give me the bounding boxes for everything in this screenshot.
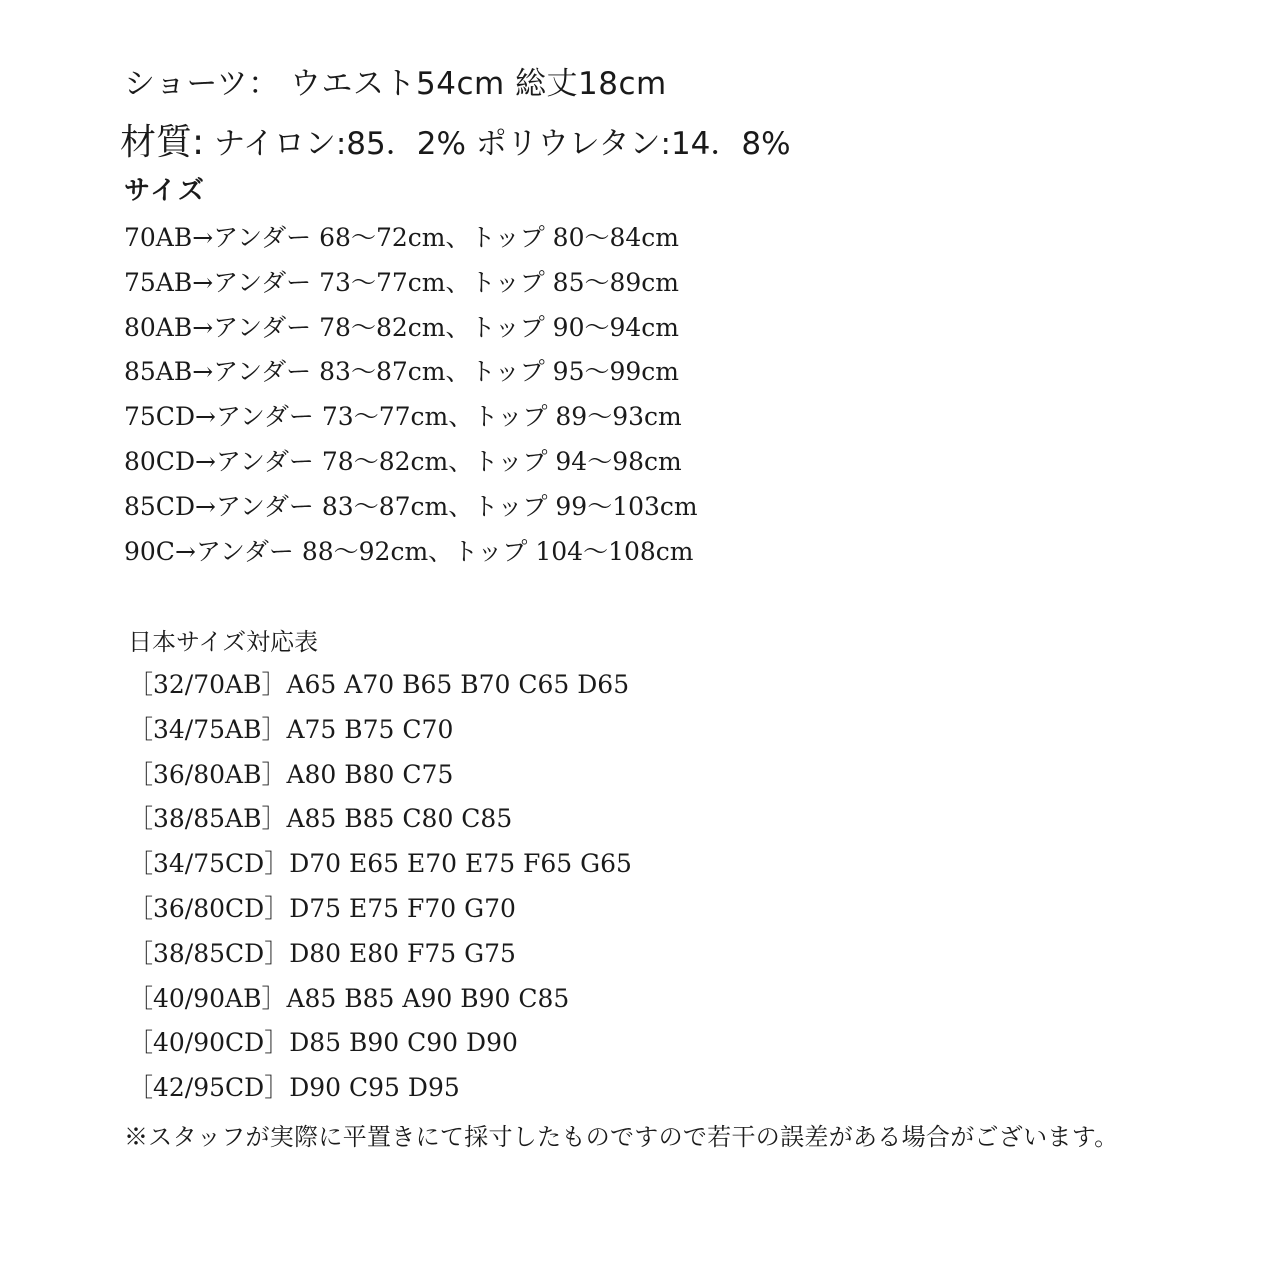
japan-size-row: ［36/80CD］D75 E75 F70 G70 bbox=[128, 893, 516, 923]
japan-size-row: ［36/80AB］A80 B80 C75 bbox=[128, 759, 454, 789]
size-row: 80CD→アンダー 78〜82cm、トップ 94〜98cm bbox=[124, 446, 682, 476]
measurement-footnote: ※スタッフが実際に平置きにて採寸したものですので若干の誤差がある場合がございます。 bbox=[124, 1123, 1119, 1151]
japan-size-row: ［40/90AB］A85 B85 A90 B90 C85 bbox=[128, 983, 570, 1013]
japan-size-row: ［34/75CD］D70 E65 E70 E75 F65 G65 bbox=[128, 849, 632, 879]
material-label: 材質: bbox=[120, 122, 205, 163]
material-value: ナイロン:85．2% ポリウレタン:14．8% bbox=[204, 126, 791, 162]
japan-size-row: ［38/85CD］D80 E80 F75 G75 bbox=[128, 938, 516, 968]
size-row: 80AB→アンダー 78〜82cm、トップ 90〜94cm bbox=[124, 312, 679, 342]
size-row: 75CD→アンダー 73〜77cm、トップ 89〜93cm bbox=[124, 402, 682, 432]
size-list bbox=[124, 220, 698, 578]
japan-size-row: ［40/90CD］D85 B90 C90 D90 bbox=[128, 1028, 518, 1058]
japan-size-row: ［38/85AB］A85 B85 C80 C85 bbox=[128, 804, 513, 834]
size-row: 75AB→アンダー 73〜77cm、トップ 85〜89cm bbox=[124, 267, 679, 297]
size-row: 70AB→アンダー 68〜72cm、トップ 80〜84cm bbox=[124, 223, 679, 252]
japan-size-table bbox=[128, 667, 632, 1115]
japan-size-row: ［34/75AB］A75 B75 C70 bbox=[128, 714, 454, 744]
japan-size-row: ［42/95CD］D90 C95 D95 bbox=[128, 1073, 460, 1103]
japan-size-table-heading: 日本サイズ対応表 bbox=[128, 628, 319, 656]
size-heading: サイズ bbox=[124, 176, 206, 206]
size-row: 90C→アンダー 88〜92cm、トップ 104〜108cm bbox=[124, 536, 694, 566]
size-row: 85CD→アンダー 83〜87cm、トップ 99〜103cm bbox=[124, 491, 698, 521]
material-composition bbox=[120, 114, 791, 165]
shorts-measurement: ショーツ： ウエスト54cm 総丈18cm bbox=[124, 66, 667, 102]
japan-size-row: ［32/70AB］A65 A70 B65 B70 C65 D65 bbox=[128, 670, 630, 699]
size-row: 85AB→アンダー 83〜87cm、トップ 95〜99cm bbox=[124, 357, 679, 387]
